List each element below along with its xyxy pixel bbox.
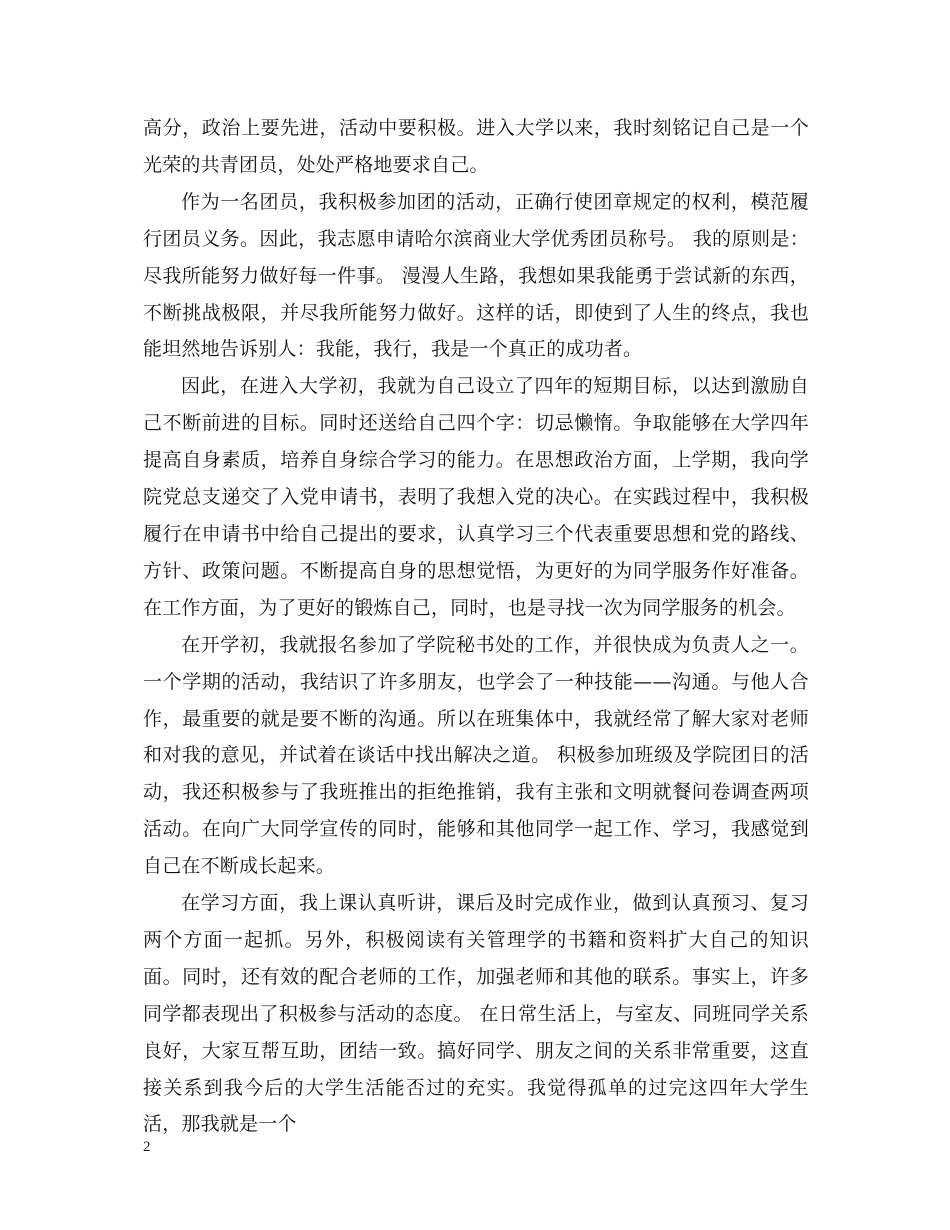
body-text	[143, 110, 809, 1143]
paragraph-2: 作为一名团员，我积极参加团的活动，正确行使团章规定的权利，模范履行团员义务。因此，我志愿申请哈尔滨商业大学优秀团员称号。 我的原则是：尽我所能努力做好每一件事。 漫漫人生路，我想如果我能勇于尝试新的东西，不断挑战极限，并尽我所能努力做好。这样的话，即使到了人生的终点，我也能坦然地告诉别人：我能，我行，我是一个真正的成功者。	[143, 190, 809, 361]
paragraph-4: 在开学初，我就报名参加了学院秘书处的工作，并很快成为负责人之一。一个学期的活动，我结识了许多朋友，也学会了一种技能——沟通。与他人合作，最重要的就是要不断的沟通。所以在班集体中，我就经常了解大家对老师和对我的意见，并试着在谈话中找出解决之道。 积极参加班级及学院团日的活动，我还积极参与了我班推出的拒绝推销，我有主张和文明就餐问卷调查两项活动。在向广大同学宣传的同时，能够和其他同学一起工作、学习，我感觉到自己在不断成长起来。	[143, 633, 809, 878]
paragraph-3: 因此，在进入大学初，我就为自己设立了四年的短期目标，以达到激励自己不断前进的目标。同时还送给自己四个字：切忌懒惰。争取能够在大学四年提高自身素质，培养自身综合学习的能力。在思想政治方面，上学期，我向学院党总支递交了入党申请书，表明了我想入党的决心。在实践过程中，我积极履行在申请书中给自己提出的要求，认真学习三个代表重要思想和党的路线、方针、政策问题。不断提高自身的思想觉悟，为更好的为同学服务作好准备。在工作方面，为了更好的锻炼自己，同时，也是寻找一次为同学服务的机会。	[143, 375, 809, 619]
paragraph-5: 在学习方面，我上课认真听讲，课后及时完成作业，做到认真预习、复习两个方面一起抓。另外，积极阅读有关管理学的书籍和资料扩大自己的知识面。同时，还有效的配合老师的工作，加强老师和其他的联系。事实上，许多同学都表现出了积极参与活动的态度。 在日常生活上，与室友、同班同学关系良好，大家互帮互助，团结一致。搞好同学、朋友之间的关系非常重要，这直接关系到我今后的大学生活能否过的充实。我觉得孤单的过完这四年大学生活，那我就是一个	[143, 892, 809, 1136]
paragraph-1: 高分，政治上要先进，活动中要积极。进入大学以来，我时刻铭记自己是一个光荣的共青团员，处处严格地要求自己。	[143, 117, 809, 176]
page-number: 2	[143, 1139, 151, 1155]
